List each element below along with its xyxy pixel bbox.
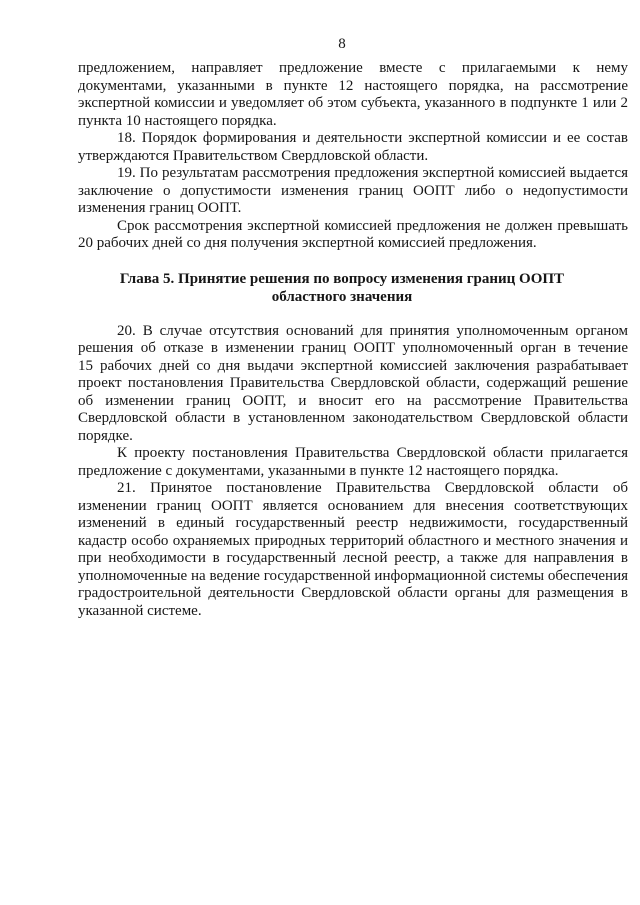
paragraph-item-21: 21. Принятое постановление Правительства Свердловской области об изменении границ ООПТ является основанием для внесения соответствующих изменений в единый государственный реестр недвижимости, государственный кадастр особо охраняемых природных территорий областного и местного значения и при необходимости в государственный лесной реестр, а также для направления в уполномоченные на ведение государственной информационной системы обеспечения градостроительной деятельности Свердловской области органы для размещения в указанной системе.	[78, 480, 628, 619]
paragraph-item-20: 20. В случае отсутствия оснований для принятия уполномоченным органом решения об отказе в изменении границ ООПТ уполномоченный орган в течение 15 рабочих дней со дня выдачи экспертной комиссией заключения разрабатывает проект постановления Правительства Свердловской области, содержащий решение об изменении границ ООПТ, и вносит его на рассмотрение Правительства Свердловской области в установленном законодательством Свердловской области порядке.	[78, 322, 628, 444]
chapter-heading-line2: областного значения	[271, 288, 413, 305]
chapter-heading	[78, 270, 628, 306]
chapter-heading-line1: Глава 5. Принятие решения по вопросу изменения границ ООПТ	[119, 270, 565, 287]
paragraph-item-18: 18. Порядок формирования и деятельности экспертной комиссии и ее состав утверждаются Правительством Свердловской области.	[78, 130, 628, 164]
page-content	[78, 60, 628, 620]
paragraph-item-19: 19. По результатам рассмотрения предложения экспертной комиссией выдается заключение о допустимости изменения границ ООПТ либо о недопустимости изменения границ ООПТ.	[78, 165, 628, 216]
paragraph-item-19-term: Срок рассмотрения экспертной комиссией предложения не должен превышать 20 рабочих дней со дня получения экспертной комиссией предложения.	[78, 217, 628, 251]
paragraph-item-20-annex: К проекту постановления Правительства Свердловской области прилагается предложение с документами, указанными в пункте 12 настоящего порядка.	[78, 445, 628, 479]
paragraph-continuation: предложением, направляет предложение вместе с прилагаемыми к нему документами, указанными в пункте 12 настоящего порядка, на рассмотрение экспертной комиссии и уведомляет об этом субъекта, указанного в подпункте 1 или 2 пункта 10 настоящего порядка.	[78, 60, 628, 129]
page-number: 8	[338, 36, 346, 52]
